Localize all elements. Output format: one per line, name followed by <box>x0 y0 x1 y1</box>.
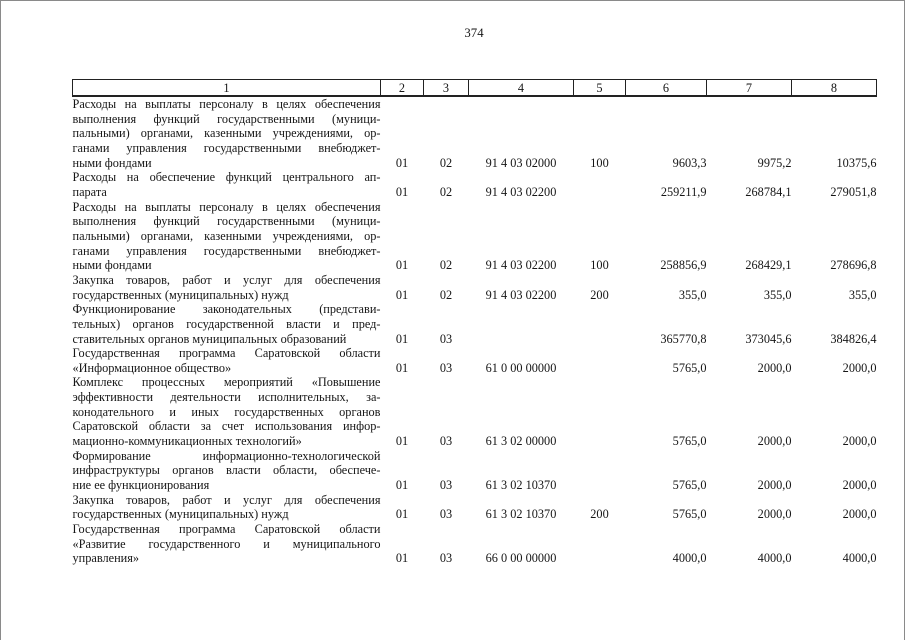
row-name-line: Государственная программа Саратовской области <box>72 522 381 537</box>
cell-col6: 365770,8 <box>660 331 707 346</box>
cell-col3: 03 <box>439 478 453 493</box>
cell-col7: 2000,0 <box>757 360 792 375</box>
cell-col6: 259211,9 <box>660 184 707 199</box>
row-name <box>73 273 381 302</box>
header-cell-2: 2 <box>381 80 424 97</box>
cell-col6: 355,0 <box>678 287 707 302</box>
header-cell-3: 3 <box>424 80 469 97</box>
cell-col8: 4000,0 <box>842 551 877 566</box>
cell-col4: 66 0 00 00000 <box>485 551 557 566</box>
header-cell-8: 8 <box>792 80 877 97</box>
cell-col2: 01 <box>395 155 409 170</box>
cell-col7: 268429,1 <box>745 258 792 273</box>
cell-col7: 373045,6 <box>745 331 792 346</box>
cell-col7: 268784,1 <box>745 184 792 199</box>
cell-col5 <box>574 346 626 375</box>
table-row <box>73 493 877 522</box>
cell-col5: 100 <box>590 258 609 273</box>
cell-col5: 200 <box>590 507 609 522</box>
row-name <box>73 493 381 522</box>
cell-col7: 355,0 <box>763 287 792 302</box>
cell-col7: 2000,0 <box>757 507 792 522</box>
header-cell-4: 4 <box>469 80 574 97</box>
cell-col5 <box>574 302 626 346</box>
budget-table <box>72 79 877 566</box>
row-name <box>73 200 381 273</box>
cell-col3: 02 <box>439 258 453 273</box>
cell-col7: 2000,0 <box>757 478 792 493</box>
table-body <box>73 96 877 566</box>
cell-col2: 01 <box>395 258 409 273</box>
row-name-line: Комплекс процессных мероприятий «Повышение <box>72 375 381 390</box>
cell-col3: 03 <box>439 360 453 375</box>
row-name-line: Закупка товаров, работ и услуг для обеспечения <box>72 492 381 507</box>
header-cell-7: 7 <box>707 80 792 97</box>
cell-col8: 384826,4 <box>830 331 877 346</box>
row-name <box>73 170 381 199</box>
cell-col6: 9603,3 <box>672 155 707 170</box>
cell-col3: 03 <box>439 434 453 449</box>
row-name <box>73 375 381 448</box>
row-name-line: Расходы на выплаты персоналу в целях обеспечения <box>72 199 381 214</box>
header-cell-6: 6 <box>626 80 707 97</box>
cell-col8: 355,0 <box>848 287 877 302</box>
cell-col5: 100 <box>590 155 609 170</box>
row-name <box>73 449 381 493</box>
table-row <box>73 346 877 375</box>
cell-col5 <box>574 522 626 566</box>
row-name-line: «Информационное общество» <box>72 360 232 375</box>
table-header <box>73 80 877 97</box>
row-name-line: Расходы на обеспечение функций центрального ап- <box>72 170 381 185</box>
row-name-line: управления» <box>72 551 140 566</box>
row-name-line: ние ее функционирования <box>72 478 210 493</box>
cell-col4: 91 4 03 02200 <box>485 287 557 302</box>
cell-col2: 01 <box>395 287 409 302</box>
row-name-line: тельных) органов государственной власти и пред- <box>72 316 381 331</box>
cell-col3: 03 <box>439 551 453 566</box>
cell-col5 <box>574 170 626 199</box>
row-name-line: выполнения функций государственными (муници- <box>72 111 381 126</box>
cell-col7: 9975,2 <box>757 155 792 170</box>
cell-col4: 61 3 02 00000 <box>485 434 557 449</box>
cell-col2: 01 <box>395 184 409 199</box>
cell-col6: 5765,0 <box>672 507 707 522</box>
cell-col4: 91 4 03 02200 <box>485 184 557 199</box>
row-name-line: ными фондами <box>72 258 152 273</box>
table-row <box>73 96 877 170</box>
row-name-line: Саратовской области за счет использования инфор- <box>72 419 381 434</box>
cell-col3: 02 <box>439 155 453 170</box>
cell-col3: 03 <box>439 507 453 522</box>
cell-col6: 5765,0 <box>672 478 707 493</box>
cell-col2: 01 <box>395 551 409 566</box>
cell-col5: 200 <box>590 287 609 302</box>
header-cell-1: 1 <box>73 80 381 97</box>
row-name-line: мационно-коммуникационных технологий» <box>72 434 302 449</box>
cell-col4: 91 4 03 02000 <box>485 155 557 170</box>
cell-col2: 01 <box>395 507 409 522</box>
row-name-line: Расходы на выплаты персоналу в целях обеспечения <box>72 97 381 111</box>
row-name <box>73 522 381 566</box>
row-name <box>73 96 381 170</box>
cell-col4: 61 3 02 10370 <box>485 507 557 522</box>
row-name-line: «Развитие государственного и муниципального <box>72 536 381 551</box>
cell-col7: 4000,0 <box>757 551 792 566</box>
header-cell-5: 5 <box>574 80 626 97</box>
cell-col6: 258856,9 <box>660 258 707 273</box>
row-name-line: Государственная программа Саратовской области <box>72 346 381 361</box>
cell-col6: 4000,0 <box>672 551 707 566</box>
row-name-line: выполнения функций государственными (муници- <box>72 214 381 229</box>
cell-col2: 01 <box>395 331 409 346</box>
cell-col4: 61 0 00 00000 <box>485 360 557 375</box>
row-name-line: государственных (муниципальных) нужд <box>72 287 289 302</box>
cell-col6: 5765,0 <box>672 434 707 449</box>
cell-col5 <box>574 375 626 448</box>
row-name-line: эффективности деятельности исполнительных, за- <box>72 390 381 405</box>
cell-col8: 278696,8 <box>830 258 877 273</box>
row-name-line: инфраструктуры органов власти области, обеспече- <box>72 463 381 478</box>
cell-col3: 02 <box>439 184 453 199</box>
table-row <box>73 302 877 346</box>
cell-col2: 01 <box>395 478 409 493</box>
cell-col4 <box>469 302 574 346</box>
row-name-line: ганами управления государственными внебюджет- <box>72 140 381 155</box>
cell-col6: 5765,0 <box>672 360 707 375</box>
cell-col5 <box>574 449 626 493</box>
cell-col2: 01 <box>395 360 409 375</box>
table-row <box>73 375 877 448</box>
row-name <box>73 302 381 346</box>
table-header-row <box>73 80 877 97</box>
cell-col3: 03 <box>439 331 453 346</box>
cell-col8: 2000,0 <box>842 478 877 493</box>
cell-col8: 2000,0 <box>842 434 877 449</box>
cell-col8: 2000,0 <box>842 360 877 375</box>
cell-col2: 01 <box>395 434 409 449</box>
table-row <box>73 449 877 493</box>
row-name <box>73 346 381 375</box>
page-number: 374 <box>464 26 484 40</box>
row-name-line: пальными) органами, казенными учреждениями, ор- <box>72 228 381 243</box>
table-row <box>73 273 877 302</box>
cell-col3: 02 <box>439 287 453 302</box>
cell-col8: 2000,0 <box>842 507 877 522</box>
row-name-line: конодательного и иных государственных органов <box>72 404 381 419</box>
row-name-line: ганами управления государственными внебюджет- <box>72 243 381 258</box>
row-name-line: парата <box>72 184 107 199</box>
row-name-line: пальными) органами, казенными учреждениями, ор- <box>72 126 381 141</box>
table-row <box>73 200 877 273</box>
cell-col4: 61 3 02 10370 <box>485 478 557 493</box>
row-name-line: государственных (муниципальных) нужд <box>72 507 289 522</box>
table-row <box>73 522 877 566</box>
row-name-line: ными фондами <box>72 155 152 170</box>
row-name-line: Функционирование законодательных (представи- <box>72 302 381 317</box>
row-name-line: ставительных органов муниципальных образований <box>72 331 347 346</box>
cell-col4: 91 4 03 02200 <box>485 258 557 273</box>
table-row <box>73 170 877 199</box>
cell-col8: 10375,6 <box>836 155 877 170</box>
row-name-line: Формирование информационно-технологической <box>72 448 381 463</box>
cell-col8: 279051,8 <box>830 184 877 199</box>
cell-col7: 2000,0 <box>757 434 792 449</box>
row-name-line: Закупка товаров, работ и услуг для обеспечения <box>72 272 381 287</box>
